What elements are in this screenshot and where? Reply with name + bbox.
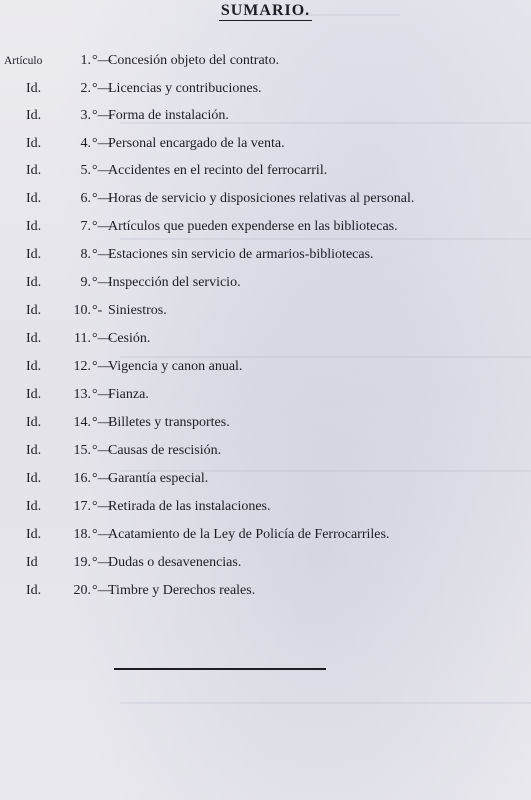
entry-title: Timbre y Derechos reales. (108, 583, 256, 598)
toc-entry-2 (0, 81, 531, 103)
entry-title: Horas de servicio y disposiciones relativas al personal. (108, 191, 415, 206)
toc-entry-10 (0, 303, 531, 325)
entry-number: 1. (80, 53, 91, 68)
entry-title: Accidentes en el recinto del ferrocarril. (108, 163, 328, 178)
toc-entry-17 (0, 499, 531, 521)
entry-title: Cesión. (108, 331, 151, 346)
entry-number: 11. (74, 331, 91, 346)
closing-rule (114, 668, 326, 670)
entry-label: Id. (26, 219, 42, 234)
entry-number: 13. (73, 387, 91, 402)
entry-number: 14. (73, 415, 91, 430)
entry-number: 12. (73, 359, 91, 374)
toc-entry-4 (0, 136, 531, 158)
entry-separator: °— (92, 163, 112, 178)
entry-label: Id. (26, 359, 42, 374)
entry-label: Artículo (4, 55, 43, 67)
toc-entry-12 (0, 359, 531, 381)
entry-separator: °— (92, 387, 112, 402)
entry-label: Id. (26, 527, 42, 542)
entry-label: Id. (26, 443, 42, 458)
entry-separator: °— (92, 415, 112, 430)
entry-title: Artículos que pueden expenderse en las bibliotecas. (108, 219, 398, 234)
entry-number: 20. (73, 583, 91, 598)
summary-heading: SUMARIO. (220, 2, 311, 19)
entry-label: Id. (26, 81, 42, 96)
entry-label: Id. (26, 499, 42, 514)
entry-number: 15. (73, 443, 91, 458)
entry-label: Id. (26, 415, 42, 430)
entry-separator: °— (92, 247, 112, 262)
entry-number: 16. (73, 471, 91, 486)
entry-label: Id. (26, 247, 42, 262)
entry-number: 8. (80, 247, 91, 262)
entry-number: 10. (73, 303, 91, 318)
entry-number: 9. (80, 275, 91, 290)
entry-title: Concesión objeto del contrato. (108, 53, 280, 68)
toc-entry-7 (0, 219, 531, 241)
entry-separator: °— (92, 443, 112, 458)
entry-label: Id. (26, 387, 42, 402)
page-title (0, 2, 531, 21)
entry-number: 19. (73, 555, 91, 570)
entry-title: Personal encargado de la venta. (108, 136, 285, 151)
toc-entry-9 (0, 275, 531, 297)
toc-entry-15 (0, 443, 531, 465)
entry-separator: °— (92, 527, 112, 542)
entry-label: Id. (26, 471, 42, 486)
bleed-through-mark (120, 356, 531, 358)
entry-title: Inspección del servicio. (108, 275, 241, 290)
entry-label: Id. (26, 275, 42, 290)
toc-entry-14 (0, 415, 531, 437)
entry-separator: °— (92, 219, 112, 234)
entry-title: Garantía especial. (108, 471, 209, 486)
entry-number: 6. (80, 191, 91, 206)
toc-entry-13 (0, 387, 531, 409)
entry-number: 18. (73, 527, 91, 542)
bleed-through-mark (120, 702, 531, 704)
entry-separator: °— (92, 583, 112, 598)
entry-separator: °— (92, 555, 112, 570)
entry-number: 4. (80, 136, 91, 151)
entry-separator: °— (92, 53, 112, 68)
entry-title: Fianza. (108, 387, 149, 402)
entry-label: Id. (26, 163, 42, 178)
toc-entry-8 (0, 247, 531, 269)
entry-title: Acatamiento de la Ley de Policía de Ferrocarriles. (108, 527, 390, 542)
entry-title: Retirada de las instalaciones. (108, 499, 271, 514)
entry-separator: °— (92, 108, 112, 123)
entry-separator: °- (92, 303, 103, 318)
entry-separator: °— (92, 331, 112, 346)
entry-label: Id (26, 555, 38, 570)
entry-label: Id. (26, 331, 42, 346)
entry-title: Causas de rescisión. (108, 443, 222, 458)
entry-label: Id. (26, 136, 42, 151)
toc-entry-19 (0, 555, 531, 577)
entry-title: Estaciones sin servicio de armarios-bibliotecas. (108, 247, 374, 262)
entry-title: Forma de instalación. (108, 108, 229, 123)
entry-label: Id. (26, 108, 42, 123)
toc-entry-6 (0, 191, 531, 213)
entry-number: 2. (80, 81, 91, 96)
entry-label: Id. (26, 303, 42, 318)
entry-separator: °— (92, 359, 112, 374)
entry-number: 17. (73, 499, 91, 514)
toc-entry-16 (0, 471, 531, 493)
entry-separator: °— (92, 471, 112, 486)
entry-number: 3. (80, 108, 91, 123)
toc-entry-18 (0, 527, 531, 549)
toc-entry-5 (0, 163, 531, 185)
toc-entry-20 (0, 583, 531, 605)
entry-separator: °— (92, 136, 112, 151)
entry-title: Siniestros. (108, 303, 167, 318)
entry-title: Vigencia y canon anual. (108, 359, 243, 374)
entry-label: Id. (26, 583, 42, 598)
entry-number: 7. (80, 219, 91, 234)
entry-number: 5. (80, 163, 91, 178)
toc-entry-3 (0, 108, 531, 130)
toc-entry-11 (0, 331, 531, 353)
entry-title: Dudas o desavenencias. (108, 555, 242, 570)
entry-separator: °— (92, 499, 112, 514)
entry-title: Licencias y contribuciones. (108, 81, 262, 96)
entry-separator: °— (92, 191, 112, 206)
entry-label: Id. (26, 191, 42, 206)
entry-separator: °— (92, 275, 112, 290)
toc-entry-1 (0, 53, 531, 75)
entry-separator: °— (92, 81, 112, 96)
entry-title: Billetes y transportes. (108, 415, 230, 430)
